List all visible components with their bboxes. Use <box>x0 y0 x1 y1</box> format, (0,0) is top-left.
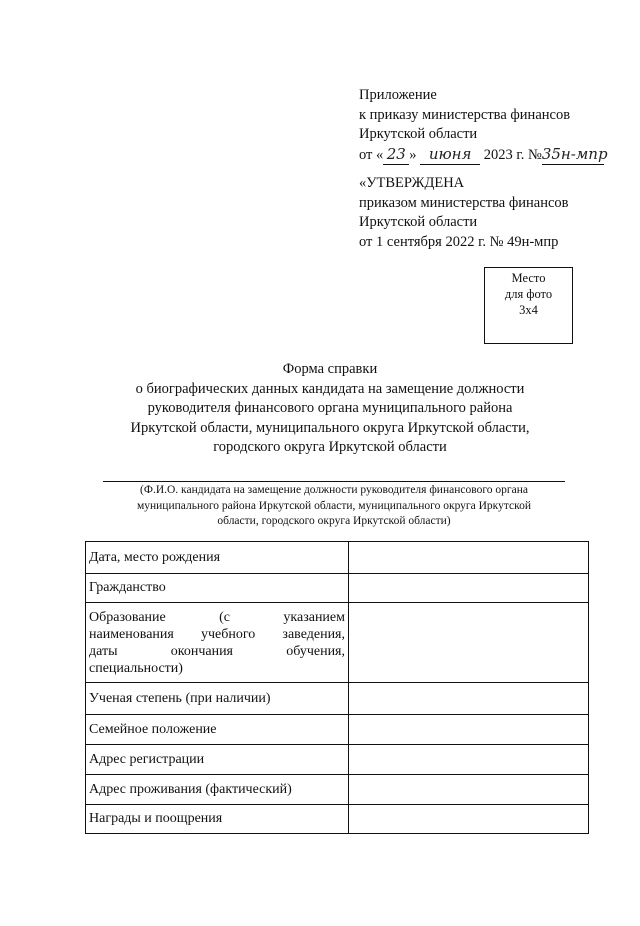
row-value-cell[interactable] <box>349 603 589 683</box>
form-title <box>80 360 580 458</box>
appendix-line-3: Иркутской области <box>359 126 478 142</box>
fio-caption-line-1: (Ф.И.О. кандидата на замещение должности руководителя финансового органа <box>140 484 528 496</box>
biography-table <box>85 541 589 834</box>
row-label: Ученая степень (при наличии) <box>86 683 349 715</box>
table-row <box>86 715 589 745</box>
row-value-cell[interactable] <box>349 745 589 775</box>
handwritten-day: 23 <box>383 145 409 166</box>
form-title-line-5: городского округа Иркутской области <box>213 439 447 455</box>
photo-placeholder-box <box>484 267 573 344</box>
form-title-line-3: руководителя финансового органа муниципального района <box>147 400 513 416</box>
appendix-header <box>359 86 608 165</box>
fio-caption-line-2: муниципального района Иркутской области, муниципального округа Иркутской <box>136 499 532 512</box>
row-value-cell[interactable] <box>349 574 589 603</box>
date-year: 2023 г. № <box>483 146 542 163</box>
table-row <box>86 775 589 805</box>
handwritten-month: июня <box>420 145 480 166</box>
form-title-line-2: о биографических данных кандидата на замещение должности <box>135 380 525 397</box>
table-row <box>86 574 589 603</box>
form-title-line-4: Иркутской области, муниципального округа Иркутской области, <box>130 419 530 436</box>
photo-line-1: Место <box>511 271 546 285</box>
education-label-line: наименования учебного заведения, <box>89 626 345 642</box>
row-label: Семейное положение <box>86 715 349 745</box>
approved-line-1: «УТВЕРЖДЕНА <box>359 175 465 191</box>
appendix-line-2: к приказу министерства финансов <box>359 106 571 123</box>
photo-line-3: 3х4 <box>519 303 538 317</box>
education-label-line: специальности) <box>89 660 183 676</box>
table-row <box>86 745 589 775</box>
approved-stamp-text <box>359 174 569 252</box>
row-label: Адрес регистрации <box>86 745 349 775</box>
table-row <box>86 603 589 683</box>
approved-line-4: от 1 сентября 2022 г. № 49н-мпр <box>359 233 559 250</box>
form-title-line-1: Форма справки <box>282 361 378 377</box>
fio-caption <box>95 483 573 530</box>
row-value-cell[interactable] <box>349 683 589 715</box>
appendix-line-1: Приложение <box>359 87 437 103</box>
row-value-cell[interactable] <box>349 805 589 834</box>
appendix-date-line <box>359 144 608 166</box>
education-label-line: даты окончания обучения, <box>89 643 345 659</box>
row-label: Награды и поощрения <box>86 805 349 834</box>
fio-fill-line <box>103 481 565 482</box>
table-row <box>86 542 589 574</box>
date-prefix: от « <box>359 146 384 163</box>
table-row <box>86 805 589 834</box>
row-value-cell[interactable] <box>349 542 589 574</box>
fio-caption-line-3: области, городского округа Иркутской области) <box>217 515 451 527</box>
row-label-education <box>86 603 349 683</box>
education-label-line: Образование (с указанием <box>89 609 345 625</box>
handwritten-order-number: 35н-мпр <box>542 145 604 166</box>
row-label: Гражданство <box>86 574 349 603</box>
date-quote-close: » <box>409 146 417 163</box>
row-value-cell[interactable] <box>349 775 589 805</box>
approved-line-2: приказом министерства финансов <box>359 194 569 211</box>
table-row <box>86 683 589 715</box>
row-value-cell[interactable] <box>349 715 589 745</box>
row-label: Дата, место рождения <box>86 542 349 574</box>
photo-line-2: для фото <box>504 287 553 301</box>
approved-line-3: Иркутской области <box>359 214 478 230</box>
row-label: Адрес проживания (фактический) <box>86 775 349 805</box>
